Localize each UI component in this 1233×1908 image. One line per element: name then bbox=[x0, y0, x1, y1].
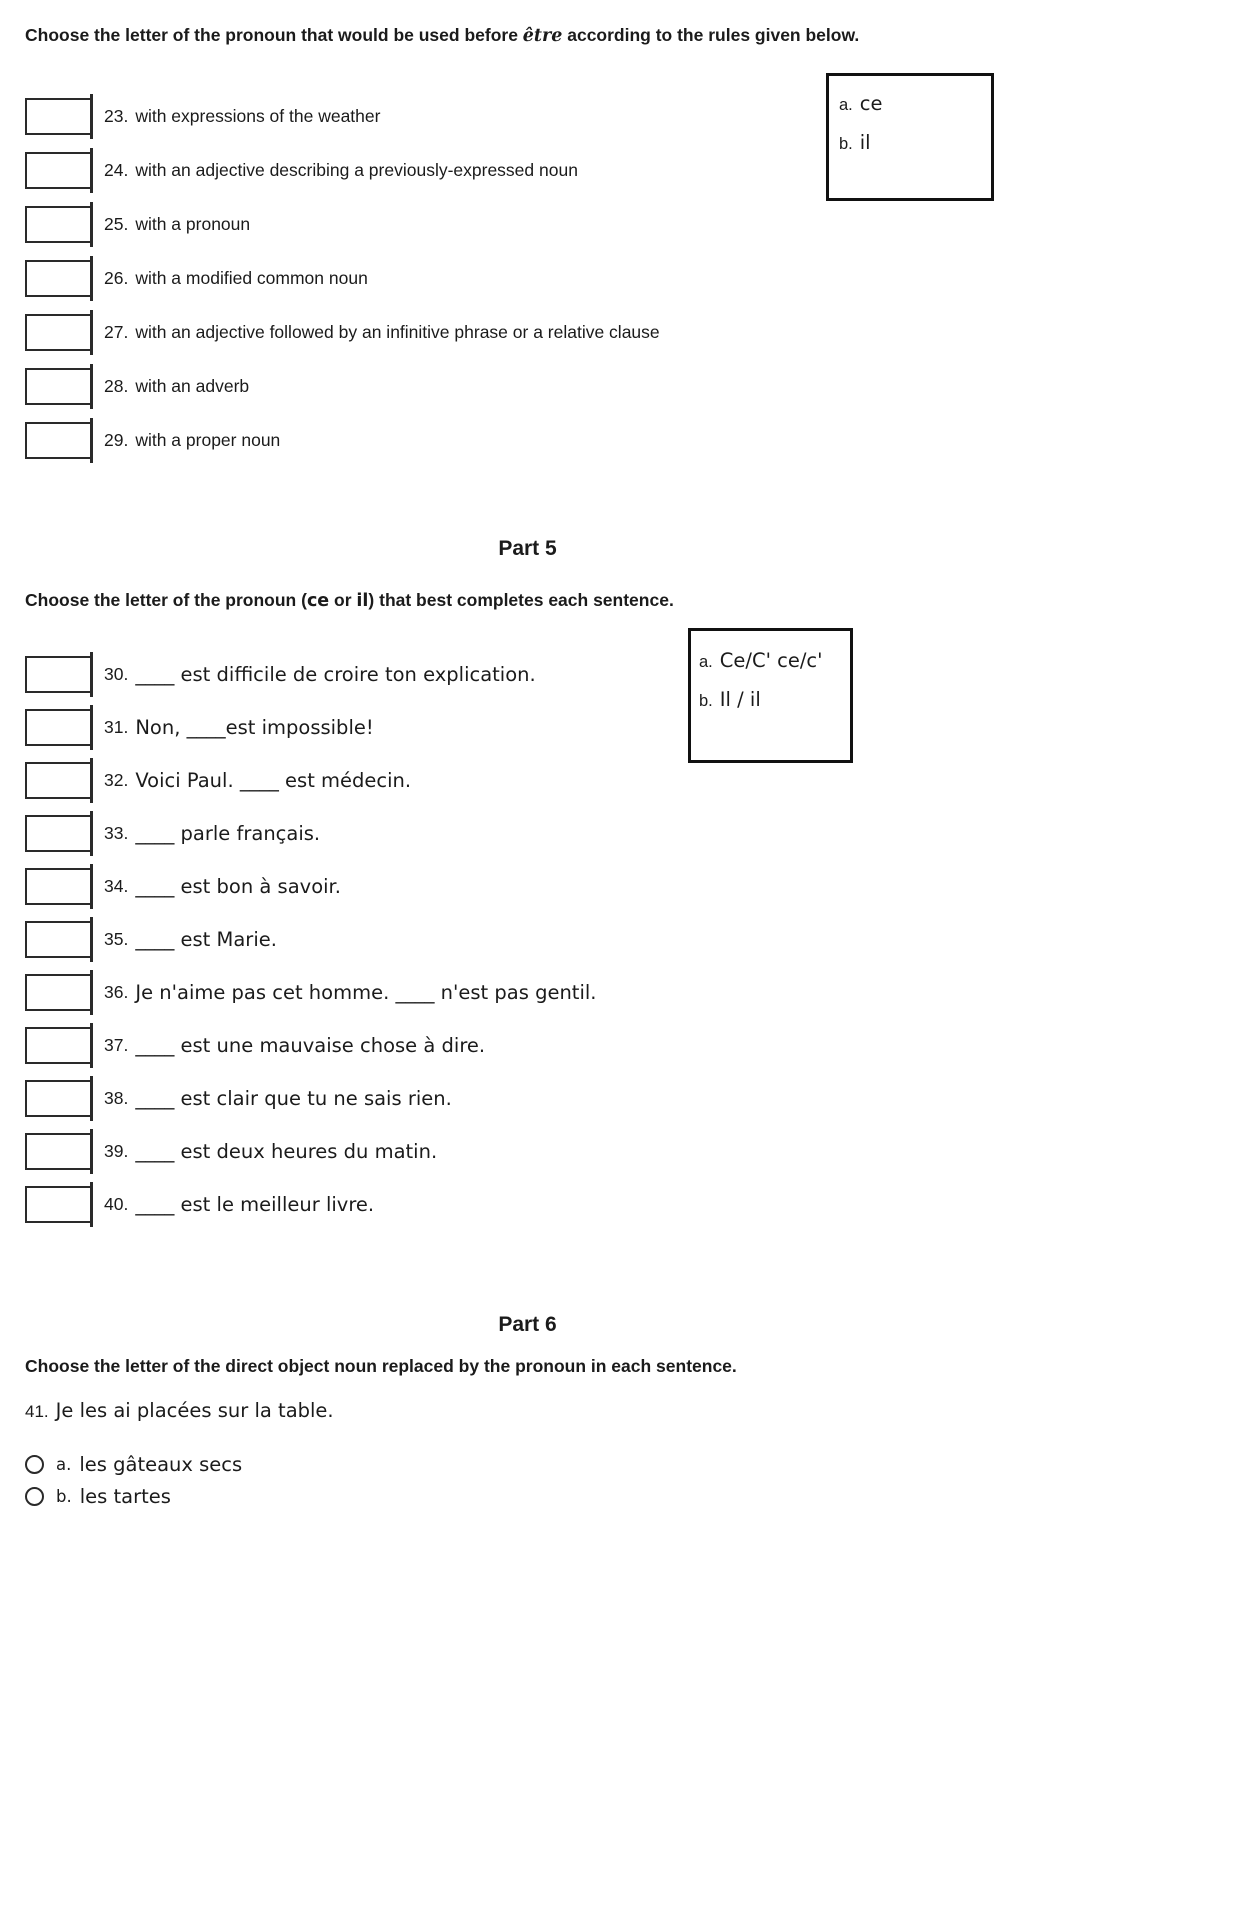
key-option-a bbox=[699, 649, 842, 672]
instruction-text: Choose the letter of the pronoun that would be used before bbox=[25, 25, 523, 45]
key-option-value: Il / il bbox=[719, 688, 761, 711]
question-number: 41. bbox=[25, 1402, 49, 1421]
question-text: ____ est bon à savoir. bbox=[135, 875, 341, 898]
question-number: 30. bbox=[104, 664, 129, 684]
question-text: Je n'aime pas cet homme. ____ n'est pas gentil. bbox=[135, 981, 597, 1004]
question-text: ____ parle français. bbox=[135, 822, 321, 845]
answer-box-38[interactable] bbox=[25, 1080, 92, 1117]
key-option-label: a. bbox=[699, 653, 713, 671]
question-number: 29. bbox=[104, 429, 129, 450]
part5-title: Part 5 bbox=[498, 537, 557, 560]
question-text: Voici Paul. ____ est médecin. bbox=[135, 769, 412, 792]
question-row-29 bbox=[25, 413, 1030, 467]
question-text: with a proper noun bbox=[135, 429, 281, 450]
keyword-il: il bbox=[356, 591, 369, 611]
question-row-35 bbox=[25, 913, 1030, 966]
radio-button-a[interactable] bbox=[25, 1455, 44, 1474]
question-row-26 bbox=[25, 251, 1030, 305]
option-label: a. bbox=[56, 1454, 72, 1474]
question-number: 24. bbox=[104, 159, 129, 180]
question-number: 27. bbox=[104, 321, 129, 342]
question-row-40 bbox=[25, 1178, 1030, 1231]
question-number: 36. bbox=[104, 982, 129, 1002]
option-text: les tartes bbox=[79, 1484, 171, 1508]
answer-box-33[interactable] bbox=[25, 815, 92, 852]
question-number: 25. bbox=[104, 213, 129, 234]
question-row-28 bbox=[25, 359, 1030, 413]
answer-box-30[interactable] bbox=[25, 656, 92, 693]
answer-box-23[interactable] bbox=[25, 98, 92, 135]
key-option-value: il bbox=[859, 131, 871, 154]
instruction-text: ) that best completes each sentence. bbox=[368, 590, 674, 610]
key-option-a bbox=[839, 92, 979, 115]
question-row-37 bbox=[25, 1019, 1030, 1072]
part5-question-list bbox=[25, 648, 1030, 1231]
question-row-32 bbox=[25, 754, 1030, 807]
answer-box-24[interactable] bbox=[25, 152, 92, 189]
key-option-label: a. bbox=[839, 96, 853, 114]
part4-instruction bbox=[25, 22, 1010, 49]
part6-title: Part 6 bbox=[498, 1313, 557, 1336]
part6-instruction: Choose the letter of the direct object noun replaced by the pronoun in each sentence. bbox=[25, 1356, 737, 1376]
question-text: Je les ai placées sur la table. bbox=[55, 1399, 334, 1422]
mc-option-a[interactable] bbox=[25, 1448, 1030, 1480]
part4-question-list bbox=[25, 89, 1030, 467]
question-number: 34. bbox=[104, 876, 129, 896]
question-row-34 bbox=[25, 860, 1030, 913]
answer-box-36[interactable] bbox=[25, 974, 92, 1011]
question-row-25 bbox=[25, 197, 1030, 251]
question-41 bbox=[25, 1399, 1030, 1422]
keyword-etre: être bbox=[522, 26, 563, 46]
option-text: les gâteaux secs bbox=[79, 1452, 243, 1476]
question-text: ____ est une mauvaise chose à dire. bbox=[135, 1034, 486, 1057]
answer-box-28[interactable] bbox=[25, 368, 92, 405]
worksheet-content bbox=[25, 22, 1030, 1512]
key-option-b bbox=[839, 131, 979, 154]
question-text: ____ est difficile de croire ton explication. bbox=[135, 663, 536, 686]
question-text: with expressions of the weather bbox=[135, 105, 381, 126]
question-text: with an adverb bbox=[135, 375, 250, 396]
part4-answer-key-box bbox=[826, 73, 994, 201]
mc-option-b[interactable] bbox=[25, 1480, 1030, 1512]
question-number: 32. bbox=[104, 770, 129, 790]
question-text: ____ est deux heures du matin. bbox=[135, 1140, 438, 1163]
question-text: with an adjective describing a previously-expressed noun bbox=[135, 159, 578, 180]
question-row-30 bbox=[25, 648, 1030, 701]
instruction-text: according to the rules given below. bbox=[562, 25, 860, 45]
answer-box-31[interactable] bbox=[25, 709, 92, 746]
key-option-b bbox=[699, 688, 842, 711]
question-row-36 bbox=[25, 966, 1030, 1019]
question-row-31 bbox=[25, 701, 1030, 754]
answer-box-39[interactable] bbox=[25, 1133, 92, 1170]
option-label: b. bbox=[56, 1486, 72, 1506]
answer-box-32[interactable] bbox=[25, 762, 92, 799]
question-text: with an adjective followed by an infinitive phrase or a relative clause bbox=[135, 321, 660, 342]
answer-box-29[interactable] bbox=[25, 422, 92, 459]
key-option-label: b. bbox=[699, 692, 713, 710]
question-number: 38. bbox=[104, 1088, 129, 1108]
question-number: 26. bbox=[104, 267, 129, 288]
question-number: 31. bbox=[104, 717, 129, 737]
question-text: with a pronoun bbox=[135, 213, 251, 234]
question-number: 35. bbox=[104, 929, 129, 949]
question-number: 39. bbox=[104, 1141, 129, 1161]
radio-button-b[interactable] bbox=[25, 1487, 44, 1506]
question-number: 40. bbox=[104, 1194, 129, 1214]
key-option-value: ce bbox=[859, 92, 883, 115]
question-row-38 bbox=[25, 1072, 1030, 1125]
question-number: 23. bbox=[104, 105, 129, 126]
key-option-value: Ce/C' ce/c' bbox=[719, 649, 823, 672]
answer-box-25[interactable] bbox=[25, 206, 92, 243]
question-text: ____ est Marie. bbox=[135, 928, 277, 951]
keyword-ce: ce bbox=[306, 591, 330, 611]
answer-box-34[interactable] bbox=[25, 868, 92, 905]
question-41-options bbox=[25, 1448, 1030, 1512]
question-number: 28. bbox=[104, 375, 129, 396]
question-row-39 bbox=[25, 1125, 1030, 1178]
question-text: ____ est clair que tu ne sais rien. bbox=[135, 1087, 452, 1110]
question-text: with a modified common noun bbox=[135, 267, 368, 288]
question-row-33 bbox=[25, 807, 1030, 860]
question-text: ____ est le meilleur livre. bbox=[135, 1193, 375, 1216]
answer-box-40[interactable] bbox=[25, 1186, 92, 1223]
answer-box-27[interactable] bbox=[25, 314, 92, 351]
instruction-text: Choose the letter of the pronoun ( bbox=[25, 590, 307, 610]
question-number: 37. bbox=[104, 1035, 129, 1055]
instruction-text: or bbox=[329, 590, 357, 610]
question-text: Non, ____est impossible! bbox=[135, 716, 374, 739]
answer-box-35[interactable] bbox=[25, 921, 92, 958]
part5-answer-key-box bbox=[688, 628, 853, 763]
answer-box-26[interactable] bbox=[25, 260, 92, 297]
question-number: 33. bbox=[104, 823, 129, 843]
question-row-27 bbox=[25, 305, 1030, 359]
part5-instruction bbox=[25, 587, 1010, 614]
key-option-label: b. bbox=[839, 135, 853, 153]
answer-box-37[interactable] bbox=[25, 1027, 92, 1064]
